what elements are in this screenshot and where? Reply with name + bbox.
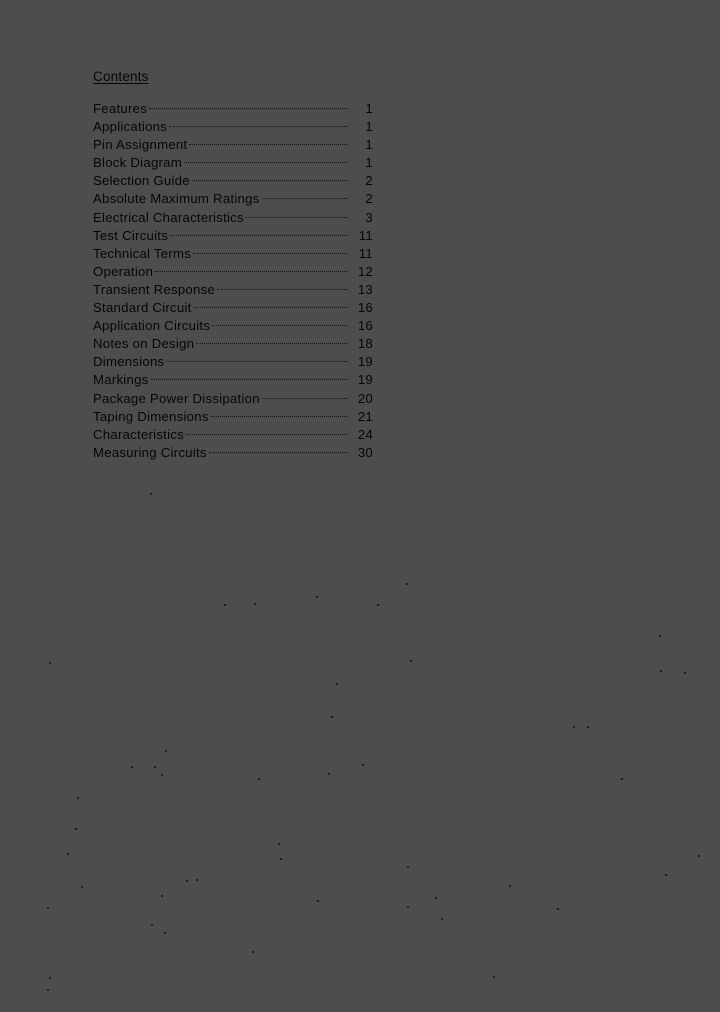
scan-speck <box>410 660 412 662</box>
scan-speck <box>407 906 409 908</box>
toc-entry-page: 20 <box>357 390 373 406</box>
scan-speck <box>684 672 686 674</box>
scan-speck <box>154 766 156 768</box>
toc-entry-page: 1 <box>365 101 373 116</box>
table-of-contents <box>93 101 373 463</box>
toc-entry-title: Characteristics <box>93 426 184 442</box>
contents-heading: Contents <box>93 69 149 84</box>
scan-speck <box>407 866 409 868</box>
dot-leader <box>212 325 347 326</box>
toc-entry-page: 30 <box>357 444 373 460</box>
scan-speck <box>47 907 49 909</box>
scan-speck <box>47 989 49 991</box>
toc-entry[interactable] <box>93 445 373 463</box>
toc-entry-title: Technical Terms <box>93 245 192 261</box>
toc-entry-page: 1 <box>365 155 373 171</box>
scan-speck <box>151 924 153 926</box>
scan-speck <box>317 900 319 902</box>
toc-entry[interactable] <box>93 191 373 209</box>
toc-entry-title: Markings <box>93 372 149 388</box>
scan-speck <box>49 977 51 979</box>
dot-leader <box>186 434 347 435</box>
dot-leader <box>211 416 347 417</box>
dot-leader <box>169 126 347 127</box>
toc-entry-title: Taping Dimensions <box>93 408 209 424</box>
dot-leader <box>149 108 347 109</box>
toc-entry-page: 19 <box>357 372 373 388</box>
dot-leader <box>184 162 347 163</box>
toc-entry[interactable] <box>93 427 373 445</box>
toc-entry-page: 12 <box>357 263 373 279</box>
scan-speck <box>161 895 163 897</box>
toc-entry-page: 18 <box>357 336 373 352</box>
scan-speck <box>336 683 338 685</box>
toc-entry-title: Electrical Characteristics <box>93 209 244 225</box>
scan-speck <box>164 932 166 934</box>
dot-leader <box>193 253 347 254</box>
toc-entry-title: Features <box>93 101 148 116</box>
scan-speck <box>254 603 256 605</box>
toc-entry[interactable] <box>93 101 373 119</box>
toc-entry-title: Absolute Maximum Ratings <box>93 191 260 207</box>
dot-leader <box>196 343 347 344</box>
toc-entry-title: Block Diagram <box>93 155 182 171</box>
scan-speck <box>77 797 79 799</box>
scan-speck <box>81 886 83 888</box>
toc-entry-page: 2 <box>365 173 373 189</box>
scan-speck <box>573 726 575 728</box>
toc-entry-title: Test Circuits <box>93 227 169 243</box>
toc-entry[interactable] <box>93 318 373 336</box>
scan-speck <box>67 853 69 855</box>
dot-leader <box>155 271 347 272</box>
dot-leader <box>189 144 347 145</box>
toc-entry-title: Selection Guide <box>93 173 190 189</box>
toc-entry[interactable] <box>93 282 373 300</box>
scan-speck <box>621 778 623 780</box>
toc-entry-page: 13 <box>357 281 373 297</box>
scan-speck <box>557 908 559 910</box>
toc-entry-title: Applications <box>93 119 168 135</box>
scan-speck <box>316 596 318 598</box>
dot-leader <box>217 289 347 290</box>
toc-entry-title: Pin Assignment <box>93 137 188 153</box>
toc-entry-page: 21 <box>357 408 373 424</box>
toc-entry-page: 3 <box>365 209 373 225</box>
toc-entry-title: Package Power Dissipation <box>93 390 260 406</box>
toc-entry-page: 1 <box>365 137 373 153</box>
toc-entry[interactable] <box>93 264 373 282</box>
toc-entry-title: Notes on Design <box>93 336 195 352</box>
scan-speck <box>161 774 163 776</box>
scan-speck <box>165 750 167 752</box>
toc-entry[interactable] <box>93 391 373 409</box>
scan-speck <box>509 885 511 887</box>
toc-entry[interactable] <box>93 354 373 372</box>
dot-leader <box>170 235 347 236</box>
dot-leader <box>192 180 347 181</box>
scan-speck <box>698 855 700 857</box>
toc-entry-page: 11 <box>358 245 373 261</box>
toc-entry[interactable] <box>93 155 373 173</box>
scan-speck <box>665 874 667 876</box>
scan-speck <box>435 897 437 899</box>
toc-entry-title: Measuring Circuits <box>93 444 207 460</box>
scan-speck <box>362 764 364 766</box>
scan-speck <box>659 635 661 637</box>
dot-leader <box>209 452 347 453</box>
scan-speck <box>252 951 254 953</box>
toc-entry-page: 1 <box>365 119 373 135</box>
scan-speck <box>280 858 282 860</box>
toc-entry[interactable] <box>93 119 373 137</box>
scan-speck <box>75 828 77 830</box>
scan-speck <box>328 773 330 775</box>
dot-leader <box>194 307 347 308</box>
toc-entry[interactable] <box>93 210 373 228</box>
toc-entry[interactable] <box>93 300 373 318</box>
dot-leader <box>166 361 347 362</box>
scan-speck <box>441 918 443 920</box>
toc-entry-page: 2 <box>365 191 373 207</box>
toc-entry-page: 16 <box>357 300 373 316</box>
toc-entry-title: Standard Circuit <box>93 300 192 316</box>
toc-entry[interactable] <box>93 173 373 191</box>
scan-speck <box>224 604 226 606</box>
scan-speck <box>278 843 280 845</box>
toc-entry-page: 19 <box>357 354 373 370</box>
toc-entry-title: Application Circuits <box>93 318 211 334</box>
toc-entry[interactable] <box>93 409 373 427</box>
scan-speck <box>377 604 379 606</box>
scan-speck <box>493 976 495 978</box>
scan-speck <box>186 880 188 882</box>
toc-entry[interactable] <box>93 336 373 354</box>
scan-speck <box>258 778 260 780</box>
scan-speck <box>150 493 152 495</box>
scan-speck <box>49 662 51 664</box>
toc-entry[interactable] <box>93 372 373 390</box>
dot-leader <box>262 398 347 399</box>
dot-leader <box>246 217 347 218</box>
toc-entry-page: 11 <box>358 227 373 243</box>
toc-entry-title: Dimensions <box>93 354 165 370</box>
toc-entry-title: Operation <box>93 263 154 279</box>
toc-entry-page: 24 <box>357 426 373 442</box>
scan-speck <box>406 583 408 585</box>
toc-entry[interactable] <box>93 137 373 155</box>
dot-leader <box>262 198 347 199</box>
toc-entry[interactable] <box>93 228 373 246</box>
toc-entry-page: 16 <box>357 318 373 334</box>
scan-speck <box>587 726 589 728</box>
scan-speck <box>131 766 133 768</box>
scan-speck <box>196 879 198 881</box>
scan-speck <box>660 670 662 672</box>
dot-leader <box>151 379 348 380</box>
toc-entry-title: Transient Response <box>93 281 216 297</box>
scan-speck <box>331 716 333 718</box>
toc-entry[interactable] <box>93 246 373 264</box>
